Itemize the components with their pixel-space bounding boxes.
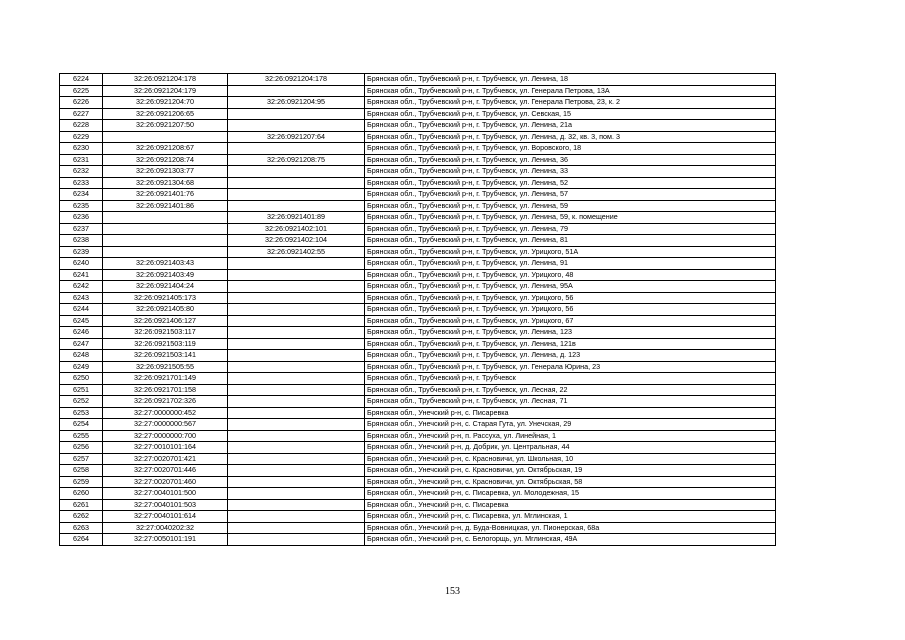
related-cadastral-number-cell xyxy=(228,534,365,546)
related-cadastral-number-cell: 32:26:0921204:95 xyxy=(228,97,365,109)
cadastral-number-cell: 32:27:0000000:452 xyxy=(103,407,228,419)
table-row xyxy=(60,281,776,293)
address-cell: Брянская обл., Трубчевский р-н, г. Трубчевск, ул. Воровского, 18 xyxy=(365,143,776,155)
cadastral-number-cell: 32:27:0020701:421 xyxy=(103,453,228,465)
cadastral-number-cell: 32:27:0000000:567 xyxy=(103,419,228,431)
related-cadastral-number-cell: 32:26:0921208:75 xyxy=(228,154,365,166)
cadastral-number-cell: 32:26:0921701:149 xyxy=(103,373,228,385)
table-row xyxy=(60,269,776,281)
related-cadastral-number-cell xyxy=(228,85,365,97)
address-cell: Брянская обл., Трубчевский р-н, г. Трубчевск, ул. Ленина, 21а xyxy=(365,120,776,132)
related-cadastral-number-cell xyxy=(228,350,365,362)
address-cell: Брянская обл., Унечский р-н, с. Красновичи, ул. Октябрьская, 58 xyxy=(365,476,776,488)
related-cadastral-number-cell xyxy=(228,200,365,212)
cadastral-number-cell: 32:27:0020701:446 xyxy=(103,465,228,477)
row-number-cell: 6260 xyxy=(60,488,103,500)
cadastral-number-cell: 32:26:0921403:49 xyxy=(103,269,228,281)
row-number-cell: 6251 xyxy=(60,384,103,396)
row-number-cell: 6228 xyxy=(60,120,103,132)
cadastral-number-cell: 32:26:0921406:127 xyxy=(103,315,228,327)
address-cell: Брянская обл., Унечский р-н, с. Писаревка, ул. Молодежная, 15 xyxy=(365,488,776,500)
related-cadastral-number-cell xyxy=(228,258,365,270)
cadastral-number-cell: 32:27:0010101:164 xyxy=(103,442,228,454)
related-cadastral-number-cell: 32:26:0921402:104 xyxy=(228,235,365,247)
table-row xyxy=(60,407,776,419)
related-cadastral-number-cell: 32:26:0921402:101 xyxy=(228,223,365,235)
cadastral-number-cell xyxy=(103,246,228,258)
registry-table xyxy=(59,73,776,546)
address-cell: Брянская обл., Трубчевский р-н, г. Трубчевск, ул. Ленина, 79 xyxy=(365,223,776,235)
address-cell: Брянская обл., Трубчевский р-н, г. Трубчевск, ул. Ленина, д. 123 xyxy=(365,350,776,362)
related-cadastral-number-cell: 32:26:0921401:89 xyxy=(228,212,365,224)
cadastral-number-cell: 32:26:0921702:326 xyxy=(103,396,228,408)
table-row xyxy=(60,131,776,143)
related-cadastral-number-cell xyxy=(228,338,365,350)
table-row xyxy=(60,453,776,465)
table-row xyxy=(60,499,776,511)
row-number-cell: 6233 xyxy=(60,177,103,189)
cadastral-number-cell: 32:26:0921304:68 xyxy=(103,177,228,189)
related-cadastral-number-cell: 32:26:0921402:55 xyxy=(228,246,365,258)
address-cell: Брянская обл., Трубчевский р-н, г. Трубчевск, ул. Севская, 15 xyxy=(365,108,776,120)
cadastral-number-cell: 32:26:0921206:65 xyxy=(103,108,228,120)
row-number-cell: 6241 xyxy=(60,269,103,281)
address-cell: Брянская обл., Трубчевский р-н, г. Трубчевск, ул. Ленина, 33 xyxy=(365,166,776,178)
table-row xyxy=(60,488,776,500)
table-row xyxy=(60,476,776,488)
cadastral-number-cell: 32:27:0040101:500 xyxy=(103,488,228,500)
table-row xyxy=(60,223,776,235)
cadastral-number-cell: 32:26:0921207:50 xyxy=(103,120,228,132)
row-number-cell: 6238 xyxy=(60,235,103,247)
address-cell: Брянская обл., Трубчевский р-н, г. Трубчевск, ул. Урицкого, 56 xyxy=(365,292,776,304)
address-cell: Брянская обл., Трубчевский р-н, г. Трубчевск, ул. Ленина, 121в xyxy=(365,338,776,350)
row-number-cell: 6231 xyxy=(60,154,103,166)
cadastral-number-cell: 32:27:0020701:460 xyxy=(103,476,228,488)
table-row xyxy=(60,120,776,132)
row-number-cell: 6257 xyxy=(60,453,103,465)
row-number-cell: 6235 xyxy=(60,200,103,212)
related-cadastral-number-cell xyxy=(228,465,365,477)
address-cell: Брянская обл., Трубчевский р-н, г. Трубчевск, ул. Урицкого, 56 xyxy=(365,304,776,316)
related-cadastral-number-cell xyxy=(228,166,365,178)
table-row xyxy=(60,143,776,155)
address-cell: Брянская обл., Трубчевский р-н, г. Трубчевск, ул. Лесная, 22 xyxy=(365,384,776,396)
related-cadastral-number-cell xyxy=(228,407,365,419)
table-row xyxy=(60,246,776,258)
related-cadastral-number-cell xyxy=(228,108,365,120)
address-cell: Брянская обл., Трубчевский р-н, г. Трубчевск, ул. Ленина, 91 xyxy=(365,258,776,270)
table-row xyxy=(60,189,776,201)
related-cadastral-number-cell xyxy=(228,384,365,396)
row-number-cell: 6262 xyxy=(60,511,103,523)
row-number-cell: 6245 xyxy=(60,315,103,327)
related-cadastral-number-cell xyxy=(228,373,365,385)
table-row xyxy=(60,361,776,373)
address-cell: Брянская обл., Трубчевский р-н, г. Трубчевск, ул. Ленина, д. 32, кв. 3, пом. 3 xyxy=(365,131,776,143)
address-cell: Брянская обл., Трубчевский р-н, г. Трубчевск, ул. Генерала Петрова, 23, к. 2 xyxy=(365,97,776,109)
table-row xyxy=(60,419,776,431)
row-number-cell: 6253 xyxy=(60,407,103,419)
table-row xyxy=(60,85,776,97)
row-number-cell: 6227 xyxy=(60,108,103,120)
cadastral-number-cell: 32:27:0000000:700 xyxy=(103,430,228,442)
registry-table-body xyxy=(60,74,776,546)
cadastral-number-cell: 32:26:0921208:67 xyxy=(103,143,228,155)
cadastral-number-cell: 32:26:0921401:86 xyxy=(103,200,228,212)
row-number-cell: 6252 xyxy=(60,396,103,408)
address-cell: Брянская обл., Трубчевский р-н, г. Трубчевск, ул. Ленина, 52 xyxy=(365,177,776,189)
row-number-cell: 6255 xyxy=(60,430,103,442)
cadastral-number-cell: 32:27:0040202:32 xyxy=(103,522,228,534)
table-row xyxy=(60,373,776,385)
cadastral-number-cell xyxy=(103,212,228,224)
related-cadastral-number-cell xyxy=(228,304,365,316)
cadastral-number-cell: 32:26:0921303:77 xyxy=(103,166,228,178)
table-row xyxy=(60,384,776,396)
cadastral-number-cell xyxy=(103,223,228,235)
row-number-cell: 6247 xyxy=(60,338,103,350)
row-number-cell: 6259 xyxy=(60,476,103,488)
table-row xyxy=(60,350,776,362)
related-cadastral-number-cell xyxy=(228,430,365,442)
address-cell: Брянская обл., Трубчевский р-н, г. Трубчевск, ул. Урицкого, 51А xyxy=(365,246,776,258)
cadastral-number-cell: 32:26:0921401:76 xyxy=(103,189,228,201)
related-cadastral-number-cell xyxy=(228,361,365,373)
cadastral-number-cell xyxy=(103,235,228,247)
table-row xyxy=(60,177,776,189)
cadastral-number-cell: 32:26:0921404:24 xyxy=(103,281,228,293)
row-number-cell: 6242 xyxy=(60,281,103,293)
row-number-cell: 6250 xyxy=(60,373,103,385)
cadastral-number-cell: 32:27:0040101:614 xyxy=(103,511,228,523)
related-cadastral-number-cell: 32:26:0921207:64 xyxy=(228,131,365,143)
row-number-cell: 6258 xyxy=(60,465,103,477)
related-cadastral-number-cell xyxy=(228,177,365,189)
row-number-cell: 6249 xyxy=(60,361,103,373)
table-row xyxy=(60,97,776,109)
row-number-cell: 6261 xyxy=(60,499,103,511)
table-row xyxy=(60,442,776,454)
cadastral-number-cell: 32:26:0921701:158 xyxy=(103,384,228,396)
related-cadastral-number-cell xyxy=(228,511,365,523)
page-number: 153 xyxy=(445,586,460,597)
row-number-cell: 6230 xyxy=(60,143,103,155)
row-number-cell: 6239 xyxy=(60,246,103,258)
address-cell: Брянская обл., Унечский р-н, с. Белогорщь, ул. Мглинская, 49А xyxy=(365,534,776,546)
related-cadastral-number-cell xyxy=(228,522,365,534)
address-cell: Брянская обл., Трубчевский р-н, г. Трубчевск xyxy=(365,373,776,385)
related-cadastral-number-cell xyxy=(228,476,365,488)
row-number-cell: 6243 xyxy=(60,292,103,304)
row-number-cell: 6254 xyxy=(60,419,103,431)
related-cadastral-number-cell xyxy=(228,315,365,327)
row-number-cell: 6225 xyxy=(60,85,103,97)
address-cell: Брянская обл., Трубчевский р-н, г. Трубчевск, ул. Лесная, 71 xyxy=(365,396,776,408)
row-number-cell: 6232 xyxy=(60,166,103,178)
related-cadastral-number-cell: 32:26:0921204:178 xyxy=(228,74,365,86)
row-number-cell: 6229 xyxy=(60,131,103,143)
table-row xyxy=(60,338,776,350)
cadastral-number-cell: 32:26:0921505:55 xyxy=(103,361,228,373)
address-cell: Брянская обл., Унечский р-н, п. Рассуха, ул. Линейная, 1 xyxy=(365,430,776,442)
address-cell: Брянская обл., Трубчевский р-н, г. Трубчевск, ул. Урицкого, 48 xyxy=(365,269,776,281)
related-cadastral-number-cell xyxy=(228,327,365,339)
address-cell: Брянская обл., Трубчевский р-н, г. Трубчевск, ул. Генерала Петрова, 13А xyxy=(365,85,776,97)
table-row xyxy=(60,166,776,178)
cadastral-number-cell: 32:26:0921405:80 xyxy=(103,304,228,316)
table-row xyxy=(60,327,776,339)
address-cell: Брянская обл., Унечский р-н, с. Писаревка xyxy=(365,499,776,511)
cadastral-number-cell: 32:26:0921204:179 xyxy=(103,85,228,97)
table-row xyxy=(60,315,776,327)
address-cell: Брянская обл., Трубчевский р-н, г. Трубчевск, ул. Ленина, 95А xyxy=(365,281,776,293)
address-cell: Брянская обл., Трубчевский р-н, г. Трубчевск, ул. Ленина, 57 xyxy=(365,189,776,201)
table-row xyxy=(60,212,776,224)
address-cell: Брянская обл., Трубчевский р-н, г. Трубчевск, ул. Ленина, 123 xyxy=(365,327,776,339)
address-cell: Брянская обл., Трубчевский р-н, г. Трубчевск, ул. Урицкого, 67 xyxy=(365,315,776,327)
cadastral-number-cell xyxy=(103,131,228,143)
row-number-cell: 6248 xyxy=(60,350,103,362)
related-cadastral-number-cell xyxy=(228,143,365,155)
related-cadastral-number-cell xyxy=(228,488,365,500)
cadastral-number-cell: 32:26:0921503:141 xyxy=(103,350,228,362)
row-number-cell: 6236 xyxy=(60,212,103,224)
table-row xyxy=(60,522,776,534)
cadastral-number-cell: 32:26:0921208:74 xyxy=(103,154,228,166)
row-number-cell: 6224 xyxy=(60,74,103,86)
row-number-cell: 6226 xyxy=(60,97,103,109)
address-cell: Брянская обл., Унечский р-н, с. Писаревка, ул. Мглинская, 1 xyxy=(365,511,776,523)
cadastral-number-cell: 32:26:0921405:173 xyxy=(103,292,228,304)
related-cadastral-number-cell xyxy=(228,453,365,465)
address-cell: Брянская обл., Унечский р-н, д. Добрик, ул. Центральная, 44 xyxy=(365,442,776,454)
row-number-cell: 6237 xyxy=(60,223,103,235)
address-cell: Брянская обл., Унечский р-н, с. Писаревка xyxy=(365,407,776,419)
related-cadastral-number-cell xyxy=(228,281,365,293)
table-row xyxy=(60,292,776,304)
row-number-cell: 6264 xyxy=(60,534,103,546)
related-cadastral-number-cell xyxy=(228,269,365,281)
related-cadastral-number-cell xyxy=(228,292,365,304)
table-row xyxy=(60,534,776,546)
row-number-cell: 6244 xyxy=(60,304,103,316)
related-cadastral-number-cell xyxy=(228,396,365,408)
related-cadastral-number-cell xyxy=(228,120,365,132)
row-number-cell: 6263 xyxy=(60,522,103,534)
related-cadastral-number-cell xyxy=(228,189,365,201)
related-cadastral-number-cell xyxy=(228,499,365,511)
table-row xyxy=(60,200,776,212)
address-cell: Брянская обл., Унечский р-н, с. Старая Гута, ул. Унечская, 29 xyxy=(365,419,776,431)
table-row xyxy=(60,258,776,270)
row-number-cell: 6256 xyxy=(60,442,103,454)
cadastral-number-cell: 32:27:0040101:503 xyxy=(103,499,228,511)
related-cadastral-number-cell xyxy=(228,442,365,454)
cadastral-number-cell: 32:26:0921403:43 xyxy=(103,258,228,270)
address-cell: Брянская обл., Унечский р-н, с. Красновичи, ул. Октябрьская, 19 xyxy=(365,465,776,477)
address-cell: Брянская обл., Трубчевский р-н, г. Трубчевск, ул. Ленина, 18 xyxy=(365,74,776,86)
row-number-cell: 6240 xyxy=(60,258,103,270)
table-row xyxy=(60,430,776,442)
table-row xyxy=(60,304,776,316)
address-cell: Брянская обл., Трубчевский р-н, г. Трубчевск, ул. Ленина, 81 xyxy=(365,235,776,247)
address-cell: Брянская обл., Трубчевский р-н, г. Трубчевск, ул. Ленина, 36 xyxy=(365,154,776,166)
table-row xyxy=(60,511,776,523)
cadastral-number-cell: 32:26:0921503:117 xyxy=(103,327,228,339)
cadastral-number-cell: 32:26:0921204:70 xyxy=(103,97,228,109)
related-cadastral-number-cell xyxy=(228,419,365,431)
row-number-cell: 6246 xyxy=(60,327,103,339)
table-row xyxy=(60,396,776,408)
address-cell: Брянская обл., Унечский р-н, д. Буда-Вовницкая, ул. Пионерская, 68а xyxy=(365,522,776,534)
address-cell: Брянская обл., Трубчевский р-н, г. Трубчевск, ул. Генерала Юрина, 23 xyxy=(365,361,776,373)
cadastral-number-cell: 32:26:0921503:119 xyxy=(103,338,228,350)
table-row xyxy=(60,465,776,477)
table-row xyxy=(60,154,776,166)
address-cell: Брянская обл., Трубчевский р-н, г. Трубчевск, ул. Ленина, 59, к. помещение xyxy=(365,212,776,224)
address-cell: Брянская обл., Трубчевский р-н, г. Трубчевск, ул. Ленина, 59 xyxy=(365,200,776,212)
row-number-cell: 6234 xyxy=(60,189,103,201)
cadastral-number-cell: 32:27:0050101:191 xyxy=(103,534,228,546)
table-row xyxy=(60,235,776,247)
cadastral-number-cell: 32:26:0921204:178 xyxy=(103,74,228,86)
table-row xyxy=(60,108,776,120)
table-row xyxy=(60,74,776,86)
address-cell: Брянская обл., Унечский р-н, с. Красновичи, ул. Школьная, 10 xyxy=(365,453,776,465)
